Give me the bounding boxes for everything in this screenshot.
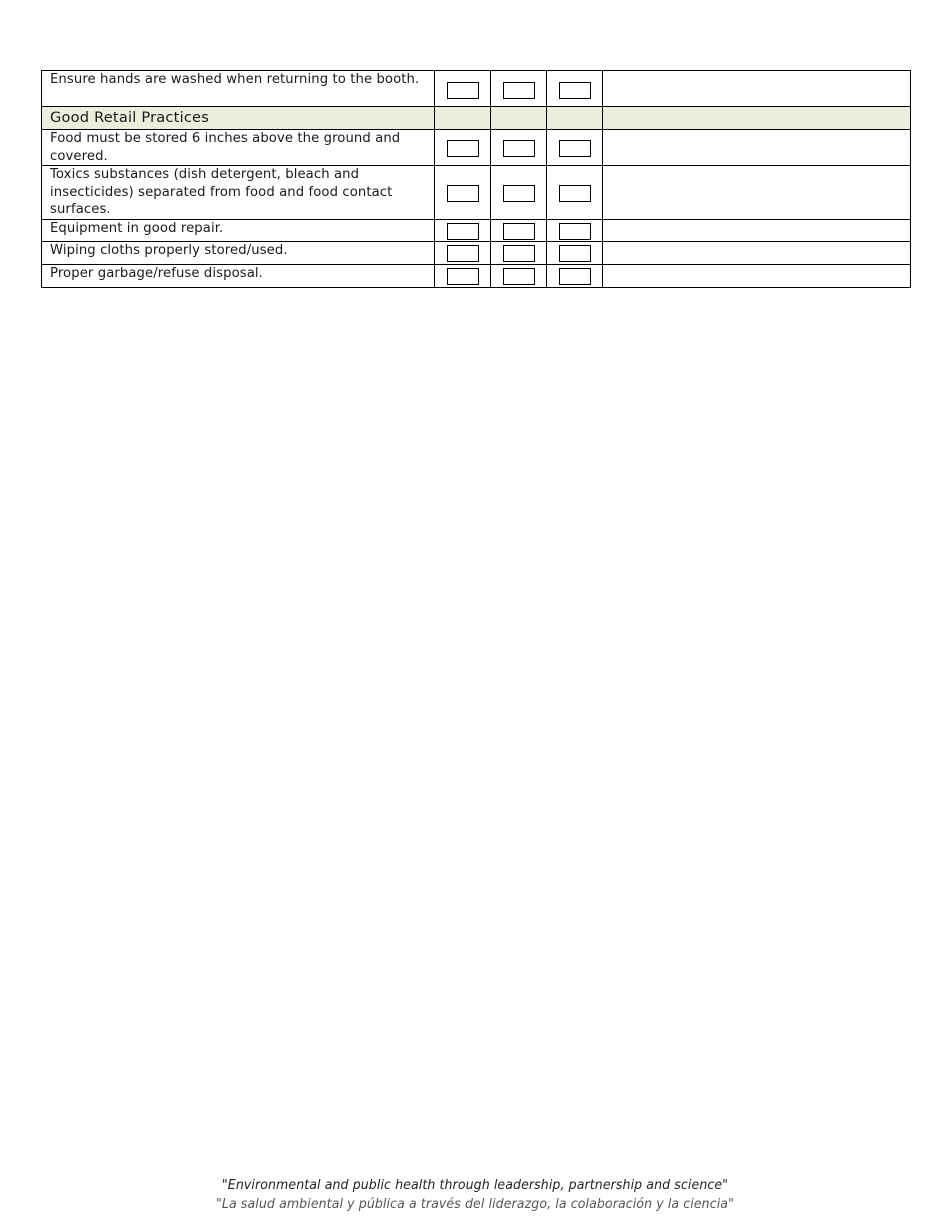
header-cell: [435, 107, 491, 130]
checkbox[interactable]: [503, 82, 535, 99]
checkbox[interactable]: [503, 223, 535, 240]
checkbox-cell: [491, 219, 547, 241]
footer-motto-english: "Environmental and public health through leadership, partnership and science": [221, 1177, 729, 1193]
checkbox-cell: [435, 264, 491, 287]
header-cell: [547, 107, 603, 130]
checkbox[interactable]: [503, 245, 535, 262]
item-label: Toxics substances (dish detergent, bleach and insecticides) separated from food and food contact surfaces.: [42, 166, 435, 220]
checkbox[interactable]: [503, 185, 535, 202]
notes-cell[interactable]: [603, 71, 911, 107]
notes-cell[interactable]: [603, 166, 911, 220]
checkbox[interactable]: [503, 268, 535, 285]
checkbox-cell: [547, 71, 603, 107]
checkbox[interactable]: [559, 223, 591, 240]
checkbox-cell: [491, 130, 547, 166]
checkbox-cell: [435, 241, 491, 264]
checkbox-cell: [491, 241, 547, 264]
checkbox[interactable]: [447, 185, 479, 202]
table-row: [42, 130, 911, 166]
checkbox-cell: [491, 166, 547, 220]
item-label: Equipment in good repair.: [42, 219, 435, 241]
checkbox[interactable]: [559, 140, 591, 157]
header-cell: [491, 107, 547, 130]
notes-cell[interactable]: [603, 241, 911, 264]
header-cell: [603, 107, 911, 130]
checkbox[interactable]: [559, 245, 591, 262]
checkbox-cell: [435, 130, 491, 166]
section-heading: Good Retail Practices: [42, 107, 435, 130]
checkbox-cell: [547, 130, 603, 166]
table-row: [42, 219, 911, 241]
checkbox[interactable]: [559, 268, 591, 285]
checkbox[interactable]: [447, 223, 479, 240]
item-label: Ensure hands are washed when returning to the booth.: [42, 71, 435, 107]
checkbox[interactable]: [559, 82, 591, 99]
item-label: Food must be stored 6 inches above the ground and covered.: [42, 130, 435, 166]
checkbox[interactable]: [447, 140, 479, 157]
table-row: [42, 241, 911, 264]
notes-cell[interactable]: [603, 130, 911, 166]
checkbox-cell: [547, 166, 603, 220]
inspection-checklist-table: [41, 70, 911, 288]
checkbox[interactable]: [447, 82, 479, 99]
checkbox-cell: [435, 166, 491, 220]
item-label: Proper garbage/refuse disposal.: [42, 264, 435, 287]
checkbox[interactable]: [503, 140, 535, 157]
table-row: [42, 166, 911, 220]
notes-cell[interactable]: [603, 219, 911, 241]
checkbox-cell: [547, 219, 603, 241]
checkbox-cell: [547, 264, 603, 287]
section-header-row: [42, 107, 911, 130]
checkbox-cell: [491, 71, 547, 107]
footer-motto-spanish: "La salud ambiental y pública a través del liderazgo, la colaboración y la ciencia": [216, 1196, 734, 1212]
table-row: [42, 71, 911, 107]
checkbox-cell: [547, 241, 603, 264]
table-row: [42, 264, 911, 287]
checkbox-cell: [435, 71, 491, 107]
item-label: Wiping cloths properly stored/used.: [42, 241, 435, 264]
checkbox[interactable]: [559, 185, 591, 202]
checkbox-cell: [491, 264, 547, 287]
checkbox-cell: [435, 219, 491, 241]
checkbox[interactable]: [447, 245, 479, 262]
checkbox[interactable]: [447, 268, 479, 285]
notes-cell[interactable]: [603, 264, 911, 287]
